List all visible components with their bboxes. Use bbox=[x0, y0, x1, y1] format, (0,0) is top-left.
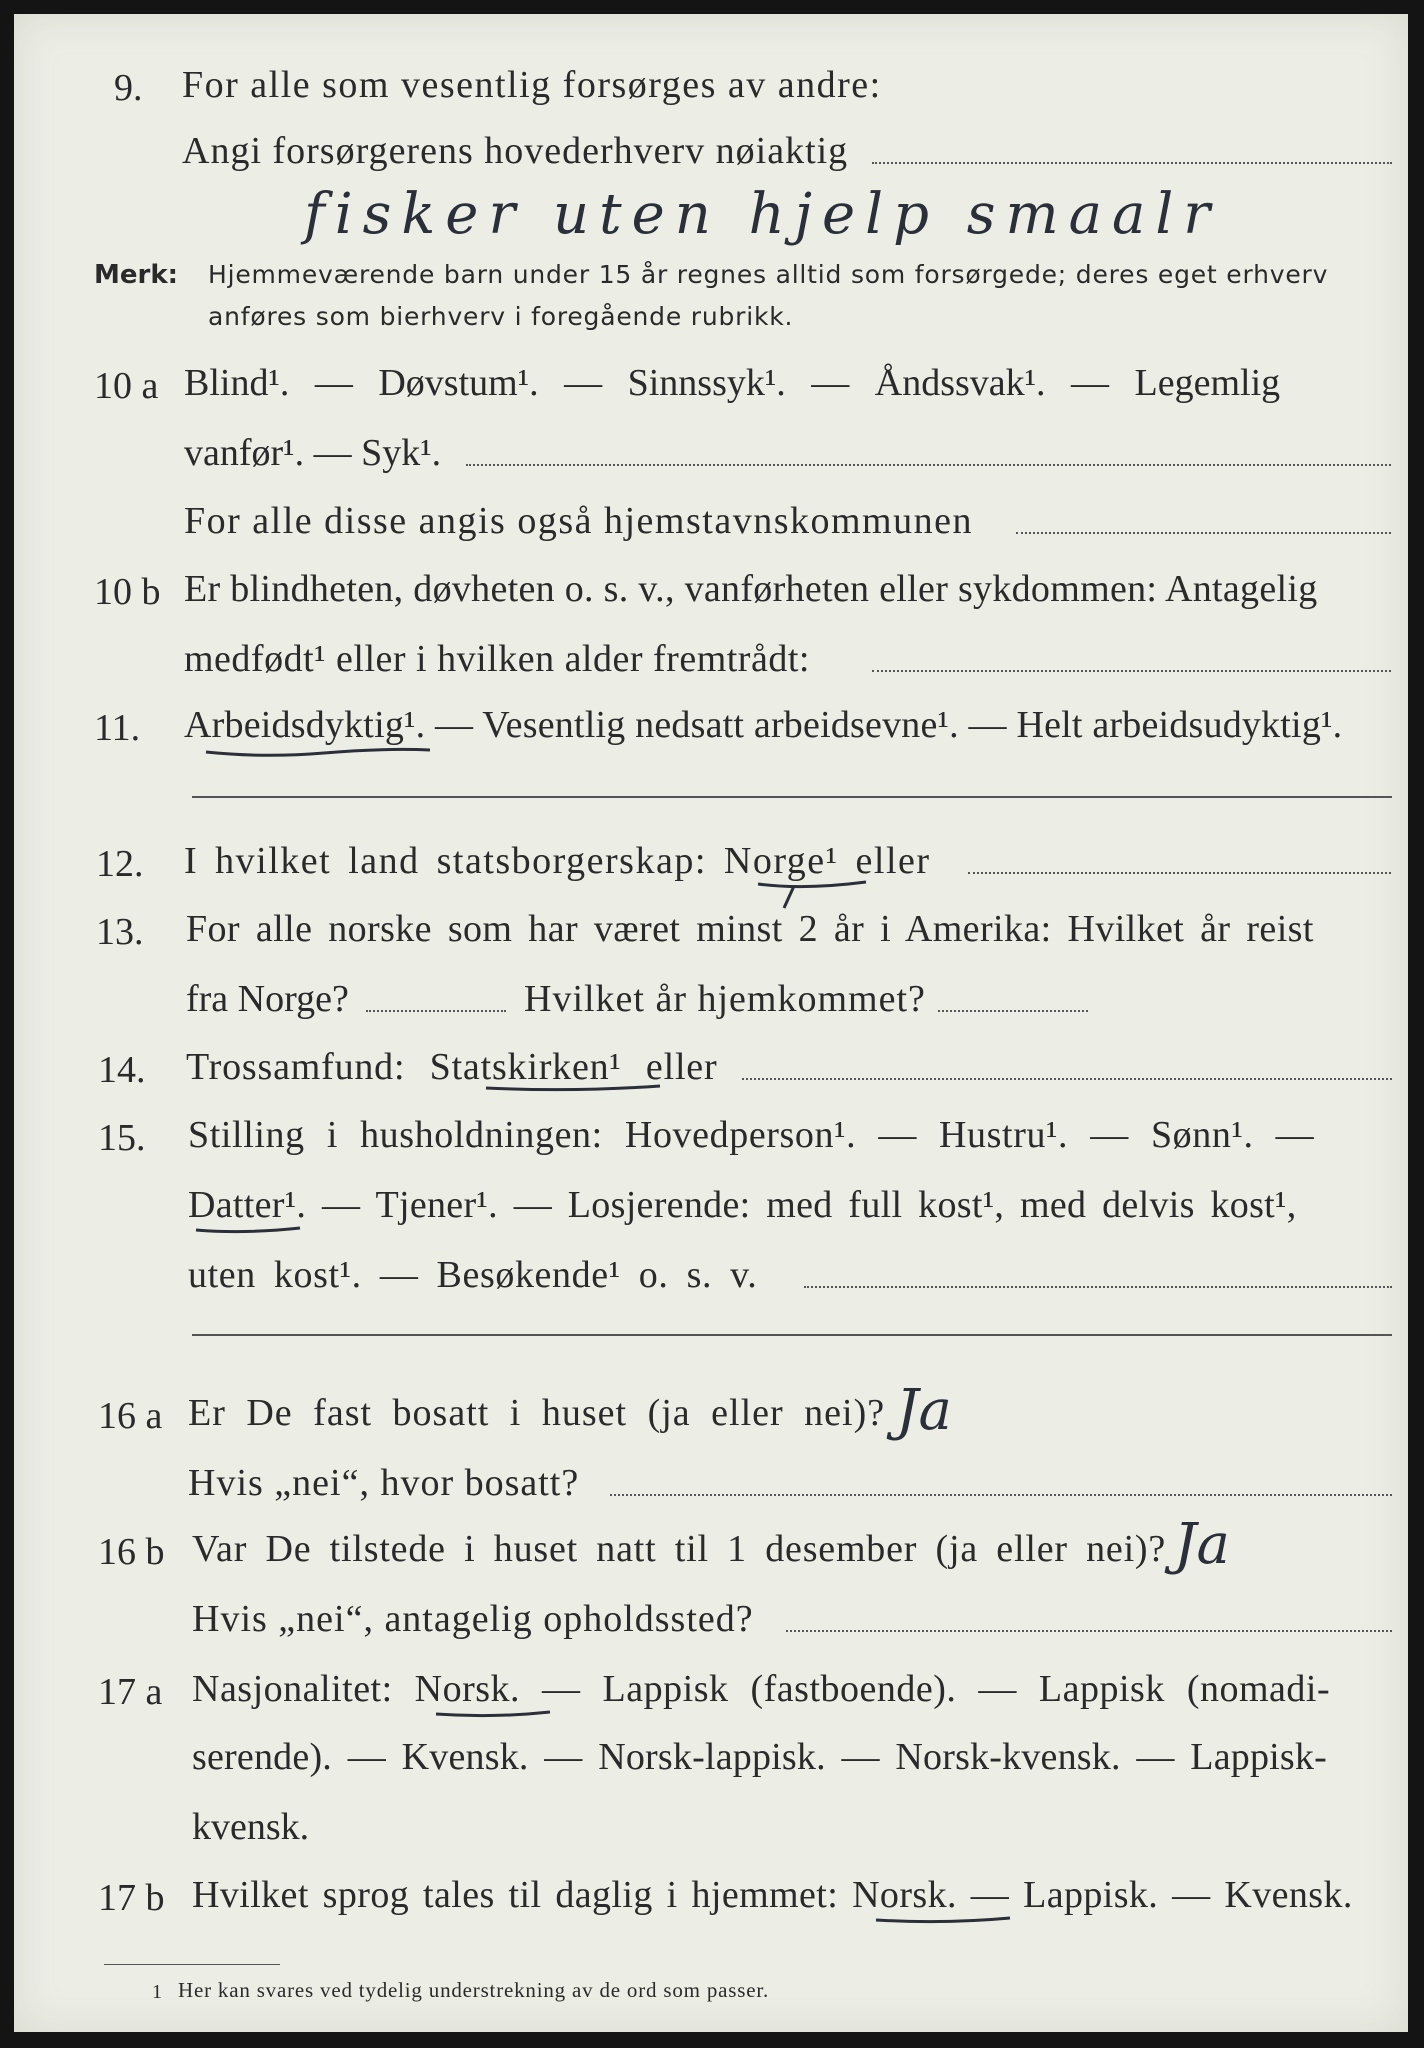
q10b-line1: Er blindheten, døvheten o. s. v., vanførheten eller sykdommen: Antagelig bbox=[184, 568, 1318, 610]
merk-line2: anføres som bierhverv i foregående rubrikk. bbox=[208, 302, 794, 331]
q9-handwritten-answer: fisker uten hjelp smaalr bbox=[304, 182, 1221, 247]
q15-number: 15. bbox=[98, 1117, 146, 1159]
footnote-mark: 1 bbox=[152, 1981, 162, 2003]
q11-number: 11. bbox=[94, 707, 141, 749]
q11-answer-rule[interactable] bbox=[192, 796, 1392, 798]
q17b-number: 17 b bbox=[98, 1877, 165, 1919]
q10b-line2: medfødt¹ eller i hvilken alder fremtrådt: bbox=[184, 638, 810, 680]
q13-return-line[interactable] bbox=[938, 1010, 1088, 1012]
q10a-line2: vanfør¹. — Syk¹. bbox=[184, 432, 442, 474]
q14-underline-mark bbox=[484, 1080, 664, 1096]
q17a-line3: kvensk. bbox=[192, 1806, 310, 1848]
q10a-number: 10 a bbox=[94, 365, 159, 407]
q17a-line2: serende). — Kvensk. — Norsk-lappisk. — Norsk-kvensk. — Lappisk- bbox=[192, 1736, 1327, 1778]
q13-number: 13. bbox=[96, 911, 144, 953]
q9-answer-line[interactable] bbox=[872, 162, 1392, 164]
form-page bbox=[14, 14, 1408, 2032]
q9-line1: For alle som vesentlig forsørges av andre: bbox=[182, 64, 882, 106]
q16a-number: 16 a bbox=[98, 1395, 163, 1437]
q16a-handwritten-answer: Ja bbox=[896, 1378, 952, 1443]
q16b-line1: Var De tilstede i huset natt til 1 desember (ja eller nei)? bbox=[192, 1528, 1167, 1570]
q15-line3: uten kost¹. — Besøkende¹ o. s. v. bbox=[188, 1254, 758, 1296]
q14-number: 14. bbox=[98, 1049, 146, 1091]
q13-departure-line[interactable] bbox=[366, 1010, 506, 1012]
q11-line1: Arbeidsdyktig¹. — Vesentlig nedsatt arbeidsevne¹. — Helt arbeidsudyktig¹. bbox=[184, 704, 1343, 746]
merk-label: Merk: bbox=[94, 260, 179, 290]
q16b-line2: Hvis „nei“, antagelig opholdssted? bbox=[192, 1598, 754, 1640]
q10a-hometown-line[interactable] bbox=[1016, 532, 1391, 534]
q16a-line2: Hvis „nei“, hvor bosatt? bbox=[188, 1462, 580, 1504]
q13-line2b: Hvilket år hjemkommet? bbox=[524, 978, 926, 1020]
q12-underline-mark bbox=[754, 876, 874, 912]
q11-underline-mark bbox=[204, 742, 434, 762]
q17a-number: 17 a bbox=[98, 1671, 163, 1713]
q17a-line1: Nasjonalitet: Norsk. — Lappisk (fastboende). — Lappisk (nomadi- bbox=[192, 1668, 1331, 1710]
q10a-answer-line[interactable] bbox=[466, 464, 1391, 466]
q17b-line1: Hvilket sprog tales til daglig i hjemmet: Norsk. — Lappisk. — Kvensk. bbox=[192, 1874, 1353, 1916]
q10a-line3: For alle disse angis også hjemstavnskommunen bbox=[184, 500, 973, 542]
q16a-line1: Er De fast bosatt i huset (ja eller nei)? bbox=[188, 1392, 886, 1434]
q9-line2: Angi forsørgerens hovederhverv nøiaktig bbox=[182, 130, 849, 172]
q15-underline-mark bbox=[194, 1222, 304, 1238]
q13-line1: For alle norske som har været minst 2 år i Amerika: Hvilket år reist bbox=[186, 908, 1314, 950]
q10b-answer-line[interactable] bbox=[872, 670, 1391, 672]
q17a-underline-mark bbox=[434, 1706, 554, 1722]
q9-number: 9. bbox=[114, 67, 143, 109]
q12-answer-line[interactable] bbox=[968, 872, 1391, 874]
q16a-answer-line[interactable] bbox=[610, 1494, 1392, 1496]
q15-line1: Stilling i husholdningen: Hovedperson¹. — Hustru¹. — Sønn¹. — bbox=[188, 1114, 1315, 1156]
q10b-number: 10 b bbox=[94, 571, 161, 613]
q15-line2: Datter¹. — Tjener¹. — Losjerende: med full kost¹, med delvis kost¹, bbox=[188, 1184, 1297, 1226]
q17b-underline-mark bbox=[874, 1912, 1014, 1928]
q16b-handwritten-answer: Ja bbox=[1174, 1512, 1230, 1577]
q13-line2a: fra Norge? bbox=[186, 978, 349, 1020]
q12-line1: I hvilket land statsborgerskap: Norge¹ eller bbox=[184, 840, 931, 882]
q15-answer-rule[interactable] bbox=[192, 1334, 1392, 1336]
q12-number: 12. bbox=[96, 843, 144, 885]
q15-answer-line[interactable] bbox=[804, 1286, 1392, 1288]
q16b-number: 16 b bbox=[98, 1531, 165, 1573]
footnote-text: Her kan svares ved tydelig understrekning av de ord som passer. bbox=[178, 1978, 770, 2002]
merk-line1: Hjemmeværende barn under 15 år regnes alltid som forsørgede; deres eget erhverv bbox=[208, 260, 1329, 289]
q16b-answer-line[interactable] bbox=[786, 1630, 1392, 1632]
footnote-rule bbox=[104, 1964, 280, 1965]
q14-answer-line[interactable] bbox=[742, 1078, 1392, 1080]
q10a-line1: Blind¹. — Døvstum¹. — Sinnssyk¹. — Åndssvak¹. — Legemlig bbox=[184, 362, 1281, 404]
q14-line1: Trossamfund: Statskirken¹ eller bbox=[186, 1046, 718, 1088]
